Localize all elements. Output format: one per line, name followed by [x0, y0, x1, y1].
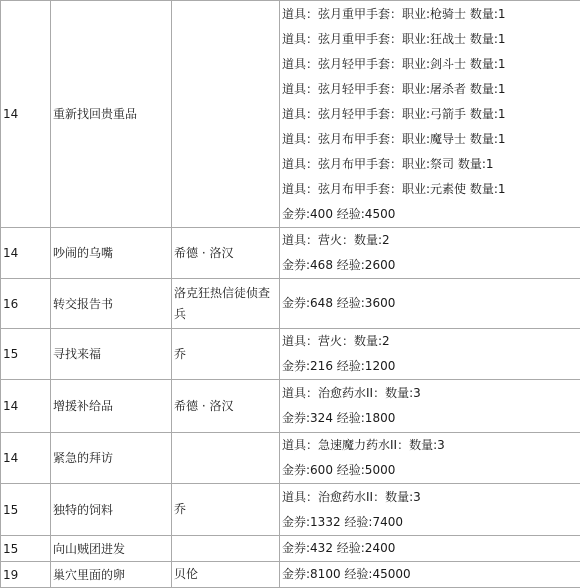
table-row [1, 562, 580, 588]
reward-line: 金券:648 经验:3600 [282, 291, 580, 316]
reward-line: 道具：急速魔力药水II：数量:3 [282, 433, 580, 458]
reward-line: 金券:216 经验:1200 [282, 354, 580, 379]
quest-npc: 洛克狂热信徒侦查兵 [172, 279, 280, 329]
quest-name: 独特的饲料 [51, 484, 172, 536]
quest-level: 19 [1, 562, 51, 588]
quest-rewards [280, 380, 580, 433]
quest-rewards [280, 279, 580, 329]
quest-level: 14 [1, 380, 51, 433]
reward-line: 道具：弦月布甲手套：职业:魔导士 数量:1 [282, 127, 580, 152]
table-row [1, 536, 580, 562]
quest-level: 15 [1, 484, 51, 536]
quest-npc: 贝伦 [172, 562, 280, 588]
reward-line: 道具：弦月轻甲手套：职业:屠杀者 数量:1 [282, 77, 580, 102]
quest-npc: 乔 [172, 329, 280, 380]
quest-level: 14 [1, 1, 51, 228]
reward-line: 道具：治愈药水II：数量:3 [282, 485, 580, 510]
quest-name: 转交报告书 [51, 279, 172, 329]
reward-line: 金券:468 经验:2600 [282, 253, 580, 278]
table-row [1, 279, 580, 329]
quest-name: 巢穴里面的卵 [51, 562, 172, 588]
reward-line: 道具：弦月重甲手套：职业:狂战士 数量:1 [282, 27, 580, 52]
reward-line: 道具：弦月轻甲手套：职业:弓箭手 数量:1 [282, 102, 580, 127]
quest-rewards [280, 484, 580, 536]
table-row [1, 380, 580, 433]
reward-line: 道具：营火：数量:2 [282, 228, 580, 253]
quest-npc [172, 433, 280, 484]
quest-npc: 希德 · 洛汉 [172, 228, 280, 279]
quest-name: 寻找来福 [51, 329, 172, 380]
quest-rewards [280, 562, 580, 588]
quest-name: 吵闹的乌嘴 [51, 228, 172, 279]
quest-rewards [280, 433, 580, 484]
quest-npc: 乔 [172, 484, 280, 536]
reward-line: 道具：营火：数量:2 [282, 329, 580, 354]
table-row [1, 329, 580, 380]
quest-npc [172, 536, 280, 562]
quest-level: 16 [1, 279, 51, 329]
reward-line: 道具：弦月轻甲手套：职业:剑斗士 数量:1 [282, 52, 580, 77]
reward-line: 金券:432 经验:2400 [282, 536, 580, 561]
quest-name: 增援补给品 [51, 380, 172, 433]
table-row [1, 433, 580, 484]
quest-rewards [280, 536, 580, 562]
quest-rewards [280, 1, 580, 228]
reward-line: 道具：弦月布甲手套：职业:元素使 数量:1 [282, 177, 580, 202]
quest-npc [172, 1, 280, 228]
quest-level: 15 [1, 536, 51, 562]
quest-name: 紧急的拜访 [51, 433, 172, 484]
reward-line: 道具：弦月重甲手套：职业:枪骑士 数量:1 [282, 2, 580, 27]
table-row [1, 484, 580, 536]
quest-npc: 希德 · 洛汉 [172, 380, 280, 433]
reward-line: 道具：治愈药水II：数量:3 [282, 381, 580, 406]
table-row [1, 228, 580, 279]
reward-line: 金券:600 经验:5000 [282, 458, 580, 483]
reward-line: 金券:8100 经验:45000 [282, 562, 580, 587]
quest-level: 15 [1, 329, 51, 380]
quest-name: 向山贼团进发 [51, 536, 172, 562]
reward-line: 金券:1332 经验:7400 [282, 510, 580, 535]
reward-line: 道具：弦月布甲手套：职业:祭司 数量:1 [282, 152, 580, 177]
quest-level: 14 [1, 228, 51, 279]
quest-level: 14 [1, 433, 51, 484]
reward-line: 金券:324 经验:1800 [282, 406, 580, 431]
quest-rewards [280, 228, 580, 279]
quest-name: 重新找回贵重品 [51, 1, 172, 228]
quest-rewards [280, 329, 580, 380]
reward-line: 金券:400 经验:4500 [282, 202, 580, 227]
table-row [1, 1, 580, 228]
